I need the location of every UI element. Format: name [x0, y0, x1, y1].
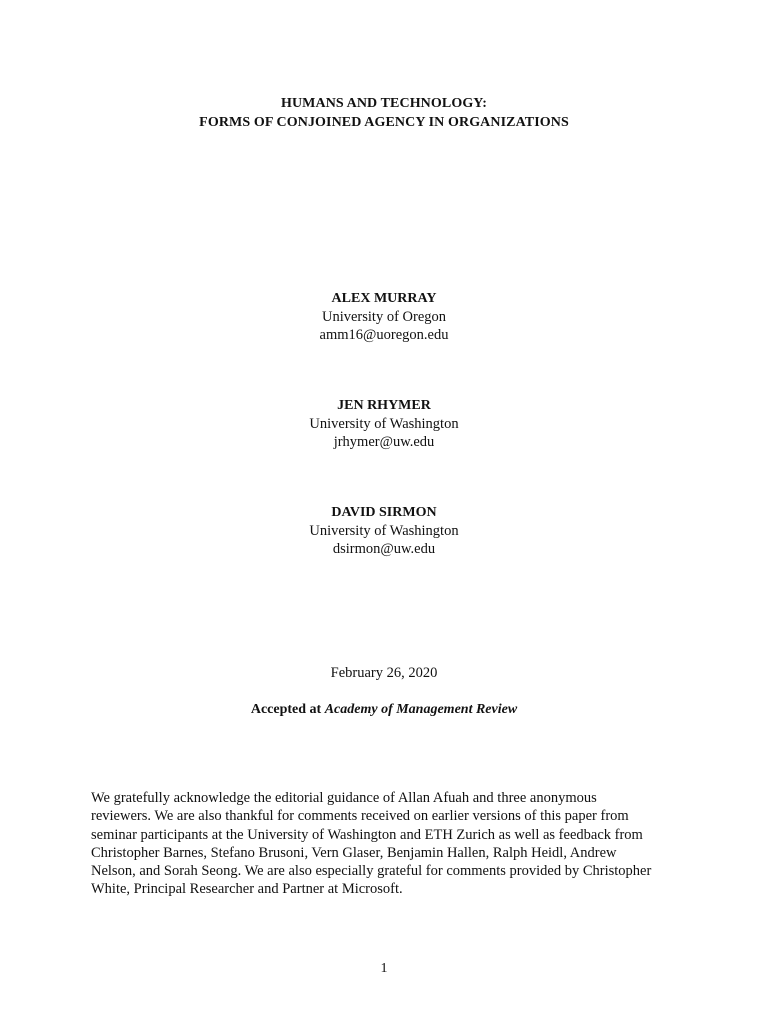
author-affiliation: University of Oregon [321, 309, 447, 325]
acknowledgement-line: Nelson, and Sorah Seong. We are also especially grateful for comments provided by Christopher [91, 863, 652, 880]
author-block [0, 397, 768, 451]
title-line-2: FORMS OF CONJOINED AGENCY IN ORGANIZATIONS [199, 115, 569, 130]
acknowledgement-line: seminar participants at the University of Washington and ETH Zurich as well as feedback from [91, 826, 643, 843]
acceptance-note [0, 701, 768, 719]
author-email: dsirmon@uw.edu [332, 541, 436, 557]
acknowledgement-paragraph [91, 789, 691, 899]
author-affiliation: University of Washington [309, 523, 459, 539]
author-email: amm16@uoregon.edu [319, 327, 449, 343]
page-number: 1 [380, 961, 388, 976]
paper-title [0, 94, 768, 132]
author-block [0, 290, 768, 344]
author-name: DAVID SIRMON [331, 505, 437, 520]
paper-date: February 26, 2020 [330, 665, 438, 681]
acknowledgement-line: reviewers. We are also thankful for comments received on earlier versions of this paper from [91, 808, 629, 825]
title-line-1: HUMANS AND TECHNOLOGY: [280, 96, 487, 111]
journal-name: Academy of Management Review [324, 702, 518, 717]
author-block [0, 504, 768, 558]
author-affiliation: University of Washington [309, 416, 459, 432]
acknowledgement-line: White, Principal Researcher and Partner at Microsoft. [91, 881, 403, 898]
acknowledgement-line: Christopher Barnes, Stefano Brusoni, Vern Glaser, Benjamin Hallen, Ralph Heidl, Andrew [91, 844, 617, 861]
author-name: ALEX MURRAY [331, 291, 437, 306]
author-name: JEN RHYMER [337, 398, 431, 413]
author-email: jrhymer@uw.edu [333, 434, 435, 450]
acceptance-prefix: Accepted at [250, 702, 325, 717]
acknowledgement-line: We gratefully acknowledge the editorial guidance of Allan Afuah and three anonymous [91, 790, 597, 806]
